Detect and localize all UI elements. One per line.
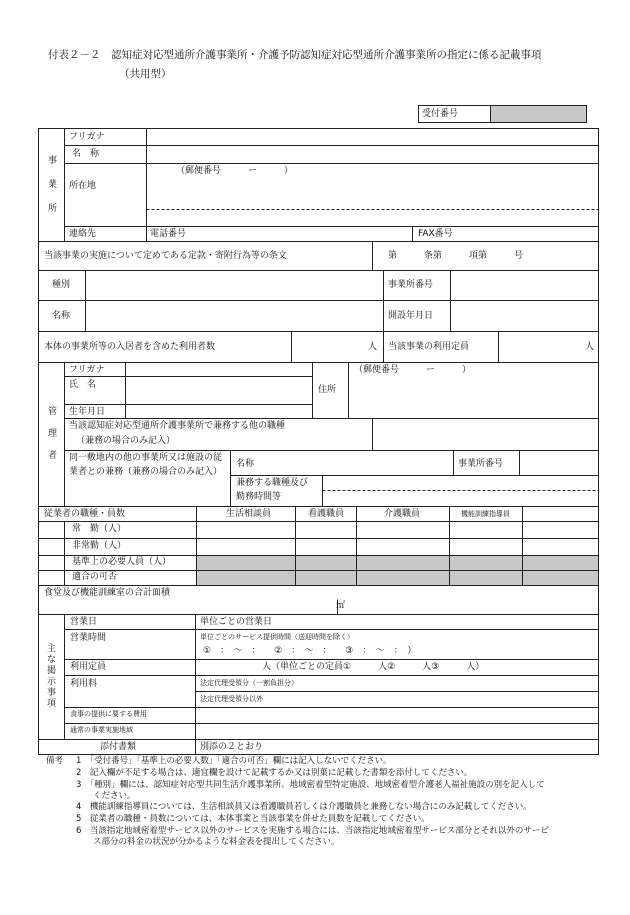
- business-days-value: 単位ごとの営業日: [200, 617, 273, 627]
- manager-concurrent-label: 当該認知症対応型通所介護事業所で兼務する他の職種: [69, 421, 286, 431]
- manager-section-char-3: 者: [48, 451, 58, 461]
- business-days-label: 営業日: [70, 617, 98, 627]
- note-6-cont: ス部分の料金の状況が分かるような料金表を提出してください。: [76, 837, 340, 847]
- service-area-label: 通常の事業実施地域: [70, 726, 133, 734]
- capacity-unit: 人: [585, 342, 595, 352]
- dining-area-unit: ㎡: [336, 601, 346, 611]
- office-name-label: 名 称: [72, 149, 100, 159]
- staff-col-life-counselor: 生活相談員: [226, 509, 272, 519]
- manager-section-char-2: 理: [48, 429, 58, 439]
- note-6: 6 当該指定地域密着型サービス以外のサービスを実施する場合には、当該指定地域密着型サービス部分とそれ以外のサービ: [76, 826, 549, 836]
- manager-other-name-label: 名称: [236, 459, 255, 469]
- meal-cost-label: 食事の提供に要する費用: [70, 710, 147, 718]
- staff-row-fulltime: 常 勤（人）: [72, 524, 127, 534]
- users-count-unit: 人: [368, 342, 378, 352]
- note-5: 5 従業者の職種・員数については、本体事業と当該事業を併せた員数を記載してください。: [76, 814, 430, 824]
- parent-open-date-label: 開設年月日: [388, 311, 434, 321]
- receipt-number-label: 受付番号: [422, 109, 459, 119]
- office-fax-label: FAX番号: [418, 229, 453, 239]
- service-section-char-2: な: [47, 655, 57, 665]
- office-phone-label: 電話番号: [150, 229, 187, 239]
- form-title: 付表２－２ 認知症対応型通所介護事業所・介護予防認知症対応型通所介護事業所の指定に係る記載事項: [48, 49, 542, 61]
- manager-section-char-1: 管: [48, 407, 58, 417]
- staff-col-nurse: 看護職員: [308, 509, 345, 519]
- staff-col-caregiver: 介護職員: [384, 509, 421, 519]
- service-section-char-1: 主: [47, 644, 57, 654]
- service-section-char-3: 掲: [47, 666, 57, 676]
- office-address-label: 所在地: [69, 181, 97, 191]
- office-contact-label: 連絡先: [69, 229, 97, 239]
- staff-row-parttime: 非常勤（人）: [72, 541, 127, 551]
- note-3-cont: ください。: [76, 791, 136, 801]
- users-count-label: 本体の事業所等の入居者を含めた利用者数: [44, 342, 216, 352]
- parent-office-number-label: 事業所番号: [388, 280, 434, 290]
- office-postal-code: （郵便番号 ー ）: [176, 166, 294, 176]
- office-section-char-3: 所: [48, 204, 58, 214]
- dining-area-label: 食堂及び機能訓練室の合計面積: [44, 588, 171, 598]
- note-4: 4 機能訓練指導員については、生活相談員又は看護職員若しくは介護職員と兼務しない場合にのみ記載してください。: [76, 802, 532, 812]
- business-hours-times: ① ： ～ ： ② ： ～ ： ③ ： ～ ： ）: [203, 646, 417, 656]
- office-section-char-2: 業: [48, 180, 58, 190]
- manager-furigana-label: フリガナ: [69, 365, 105, 375]
- staff-row-compliance: 適合の可否: [72, 572, 118, 582]
- service-section-char-4: 示: [47, 677, 57, 687]
- attachment-value: 別添の２とおり: [200, 742, 264, 752]
- office-furigana-label: フリガナ: [69, 132, 105, 142]
- manager-other-office-number-label: 事業所番号: [458, 459, 504, 469]
- staff-header: 従業者の職種・員数: [44, 509, 126, 519]
- manager-duty-label: 兼務する職種及び: [236, 478, 309, 488]
- fee-other: 法定代理受領分以外: [200, 695, 263, 703]
- capacity-label: 当該事業の利用定員: [388, 342, 470, 352]
- manager-birth-label: 生年月日: [69, 407, 106, 417]
- manager-address-label: 住所: [318, 385, 337, 395]
- parent-name-label: 名称: [52, 311, 71, 321]
- provision-article: 第 条第 項第 号: [388, 251, 524, 261]
- capacity-label-service: 利用定員: [70, 662, 107, 672]
- manager-postal-code: （郵便番号 ー ）: [354, 365, 472, 375]
- service-section-char-5: 事: [47, 688, 57, 698]
- staff-row-required: 基準上の必要人員（人）: [72, 557, 172, 567]
- manager-concurrent-note: （兼務の場合のみ記入）: [76, 436, 176, 446]
- service-section-char-6: 項: [47, 699, 57, 709]
- attachment-label: 添付書類: [100, 742, 137, 752]
- form-subtitle: （共用型）: [119, 68, 172, 80]
- manager-duty-label-2: 勤務時間等: [236, 492, 282, 502]
- note-1: 1 「受付番号」「基準上の必要人数」「適合の可否」欄には記入しないでください。: [76, 756, 392, 766]
- provision-label: 当該事業の実施について定めてある定款・寄附行為等の条文: [44, 251, 287, 261]
- manager-other-office-label: 同一敷地内の他の事業所又は施設の従: [69, 453, 223, 463]
- manager-other-office-label-2: 業者との兼務（兼務の場合のみ記入）: [69, 467, 223, 477]
- business-hours-value: 単位ごとのサービス提供時間（送迎時間を除く）: [200, 633, 354, 641]
- business-hours-label: 営業時間: [70, 633, 107, 643]
- manager-name-label: 氏 名: [69, 380, 97, 390]
- note-3: 3 「種別」欄には、認知症対応型共同生活介護事業所、地域密着型特定施設、地域密着型介護老人福祉施設の別を記入して: [76, 780, 545, 790]
- parent-kind-label: 種別: [52, 280, 71, 290]
- notes-label: 備考: [46, 756, 64, 766]
- office-section-char-1: 事: [48, 156, 58, 166]
- fees-label: 利用料: [70, 679, 98, 689]
- note-2: 2 記入欄が不足する場合は、適宜欄を設けて記載するか又は別葉に記載した書類を添付してください。: [76, 768, 473, 778]
- capacity-value: 人（単位ごとの定員① 人② 人③ 人）: [262, 662, 485, 672]
- fee-statutory: 法定代理受領分（一割負担分）: [200, 679, 298, 687]
- staff-col-trainer: 機能訓練指導員: [461, 510, 510, 518]
